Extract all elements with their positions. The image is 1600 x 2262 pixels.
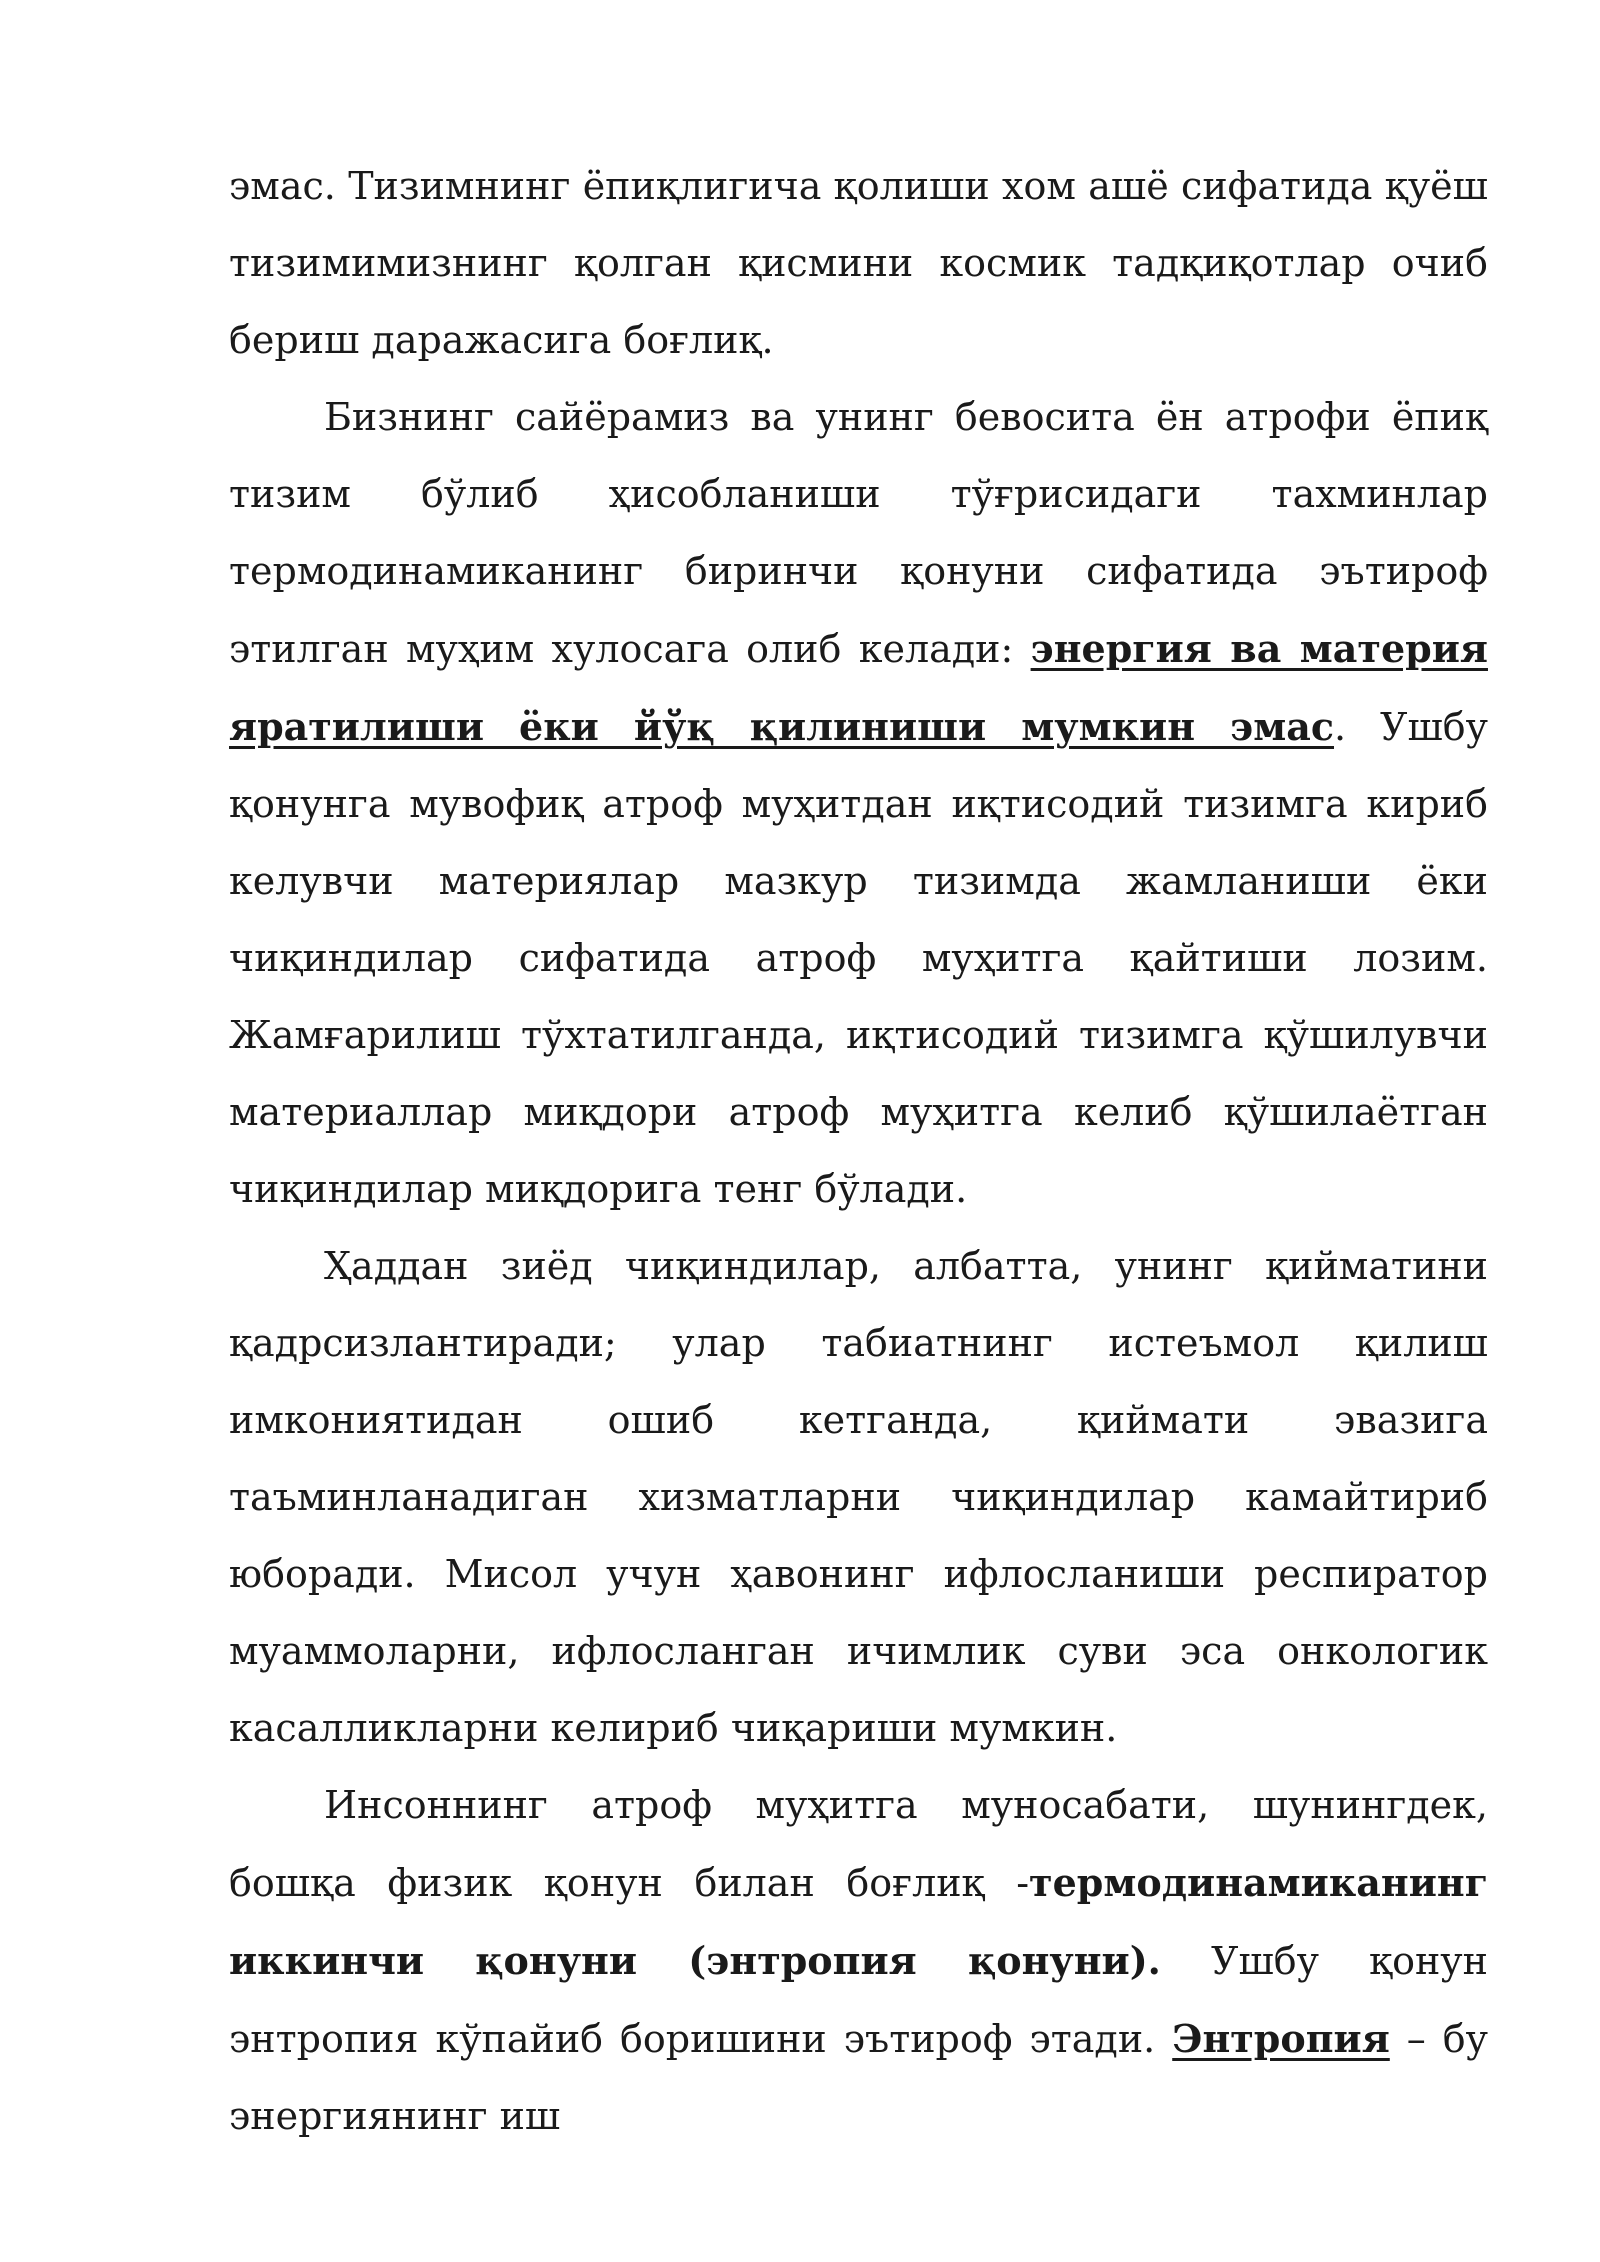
paragraph-4-term: Энтропия xyxy=(1172,2016,1390,2061)
paragraph-4-text-after: – бу энергиянинг иш xyxy=(229,2017,1488,2138)
paragraph-4 xyxy=(229,1767,1488,2155)
paragraph-3-text: Ҳаддан зиёд чиқиндилар, албатта, унинг қийматини қадрсизлантиради; улар табиатнинг истеъмол қилиш имкониятидан ошиб кетганда, қиймати эвазига таъминланадиган хизматларни чиқиндилар камайтириб юборади. Мисол учун ҳавонинг ифлосланиши респиратор муаммоларни, ифлосланган ичимлик суви эса онкологик касалликларни келириб чиқариши мумкин. xyxy=(229,1244,1488,1750)
document-page xyxy=(229,148,1488,2155)
paragraph-2-text-before: Бизнинг сайёрамиз ва унинг бевосита ён атрофи ёпиқ тизим бўлиб ҳисобланиши тўғрисидаги тахминлар термодинамиканинг биринчи қонуни сифатида эътироф этилган муҳим хулосага олиб келади: xyxy=(229,395,1488,671)
paragraph-4-bold-law: термодинамиканинг иккинчи қонуни (энтропия қонуни). xyxy=(229,1860,1488,1983)
paragraph-2 xyxy=(229,379,1488,1228)
paragraph-2-emphasis: энергия ва материя яратилиши ёки йўқ қилиниши мумкин эмас xyxy=(229,626,1488,749)
paragraph-1-text: эмас. Тизимнинг ёпиқлигича қолиши хом ашё сифатида қуёш тизимимизнинг қолган қисмини космик тадқиқотлар очиб бериш даражасига боғлиқ. xyxy=(229,164,1488,362)
paragraph-4-text-before: Инсоннинг атроф муҳитга муносабати, шунингдек, бошқа физик қонун билан боғлиқ - xyxy=(229,1783,1488,1905)
paragraph-3 xyxy=(229,1228,1488,1767)
paragraph-4-text-middle: Ушбу қонун энтропия кўпайиб боришини эътироф этади. xyxy=(229,1939,1488,2061)
paragraph-2-text-after: . Ушбу қонунга мувофиқ атроф муҳитдан иқтисодий тизимга кириб келувчи материялар мазкур тизимда жамланиши ёки чиқиндилар сифатида атроф муҳитга қайтиши лозим. Жамғарилиш тўхтатилганда, иқтисодий тизимга қўшилувчи материаллар миқдори атроф муҳитга келиб қўшилаётган чиқиндилар миқдорига тенг бўлади. xyxy=(229,705,1489,1211)
paragraph-1 xyxy=(229,148,1488,379)
